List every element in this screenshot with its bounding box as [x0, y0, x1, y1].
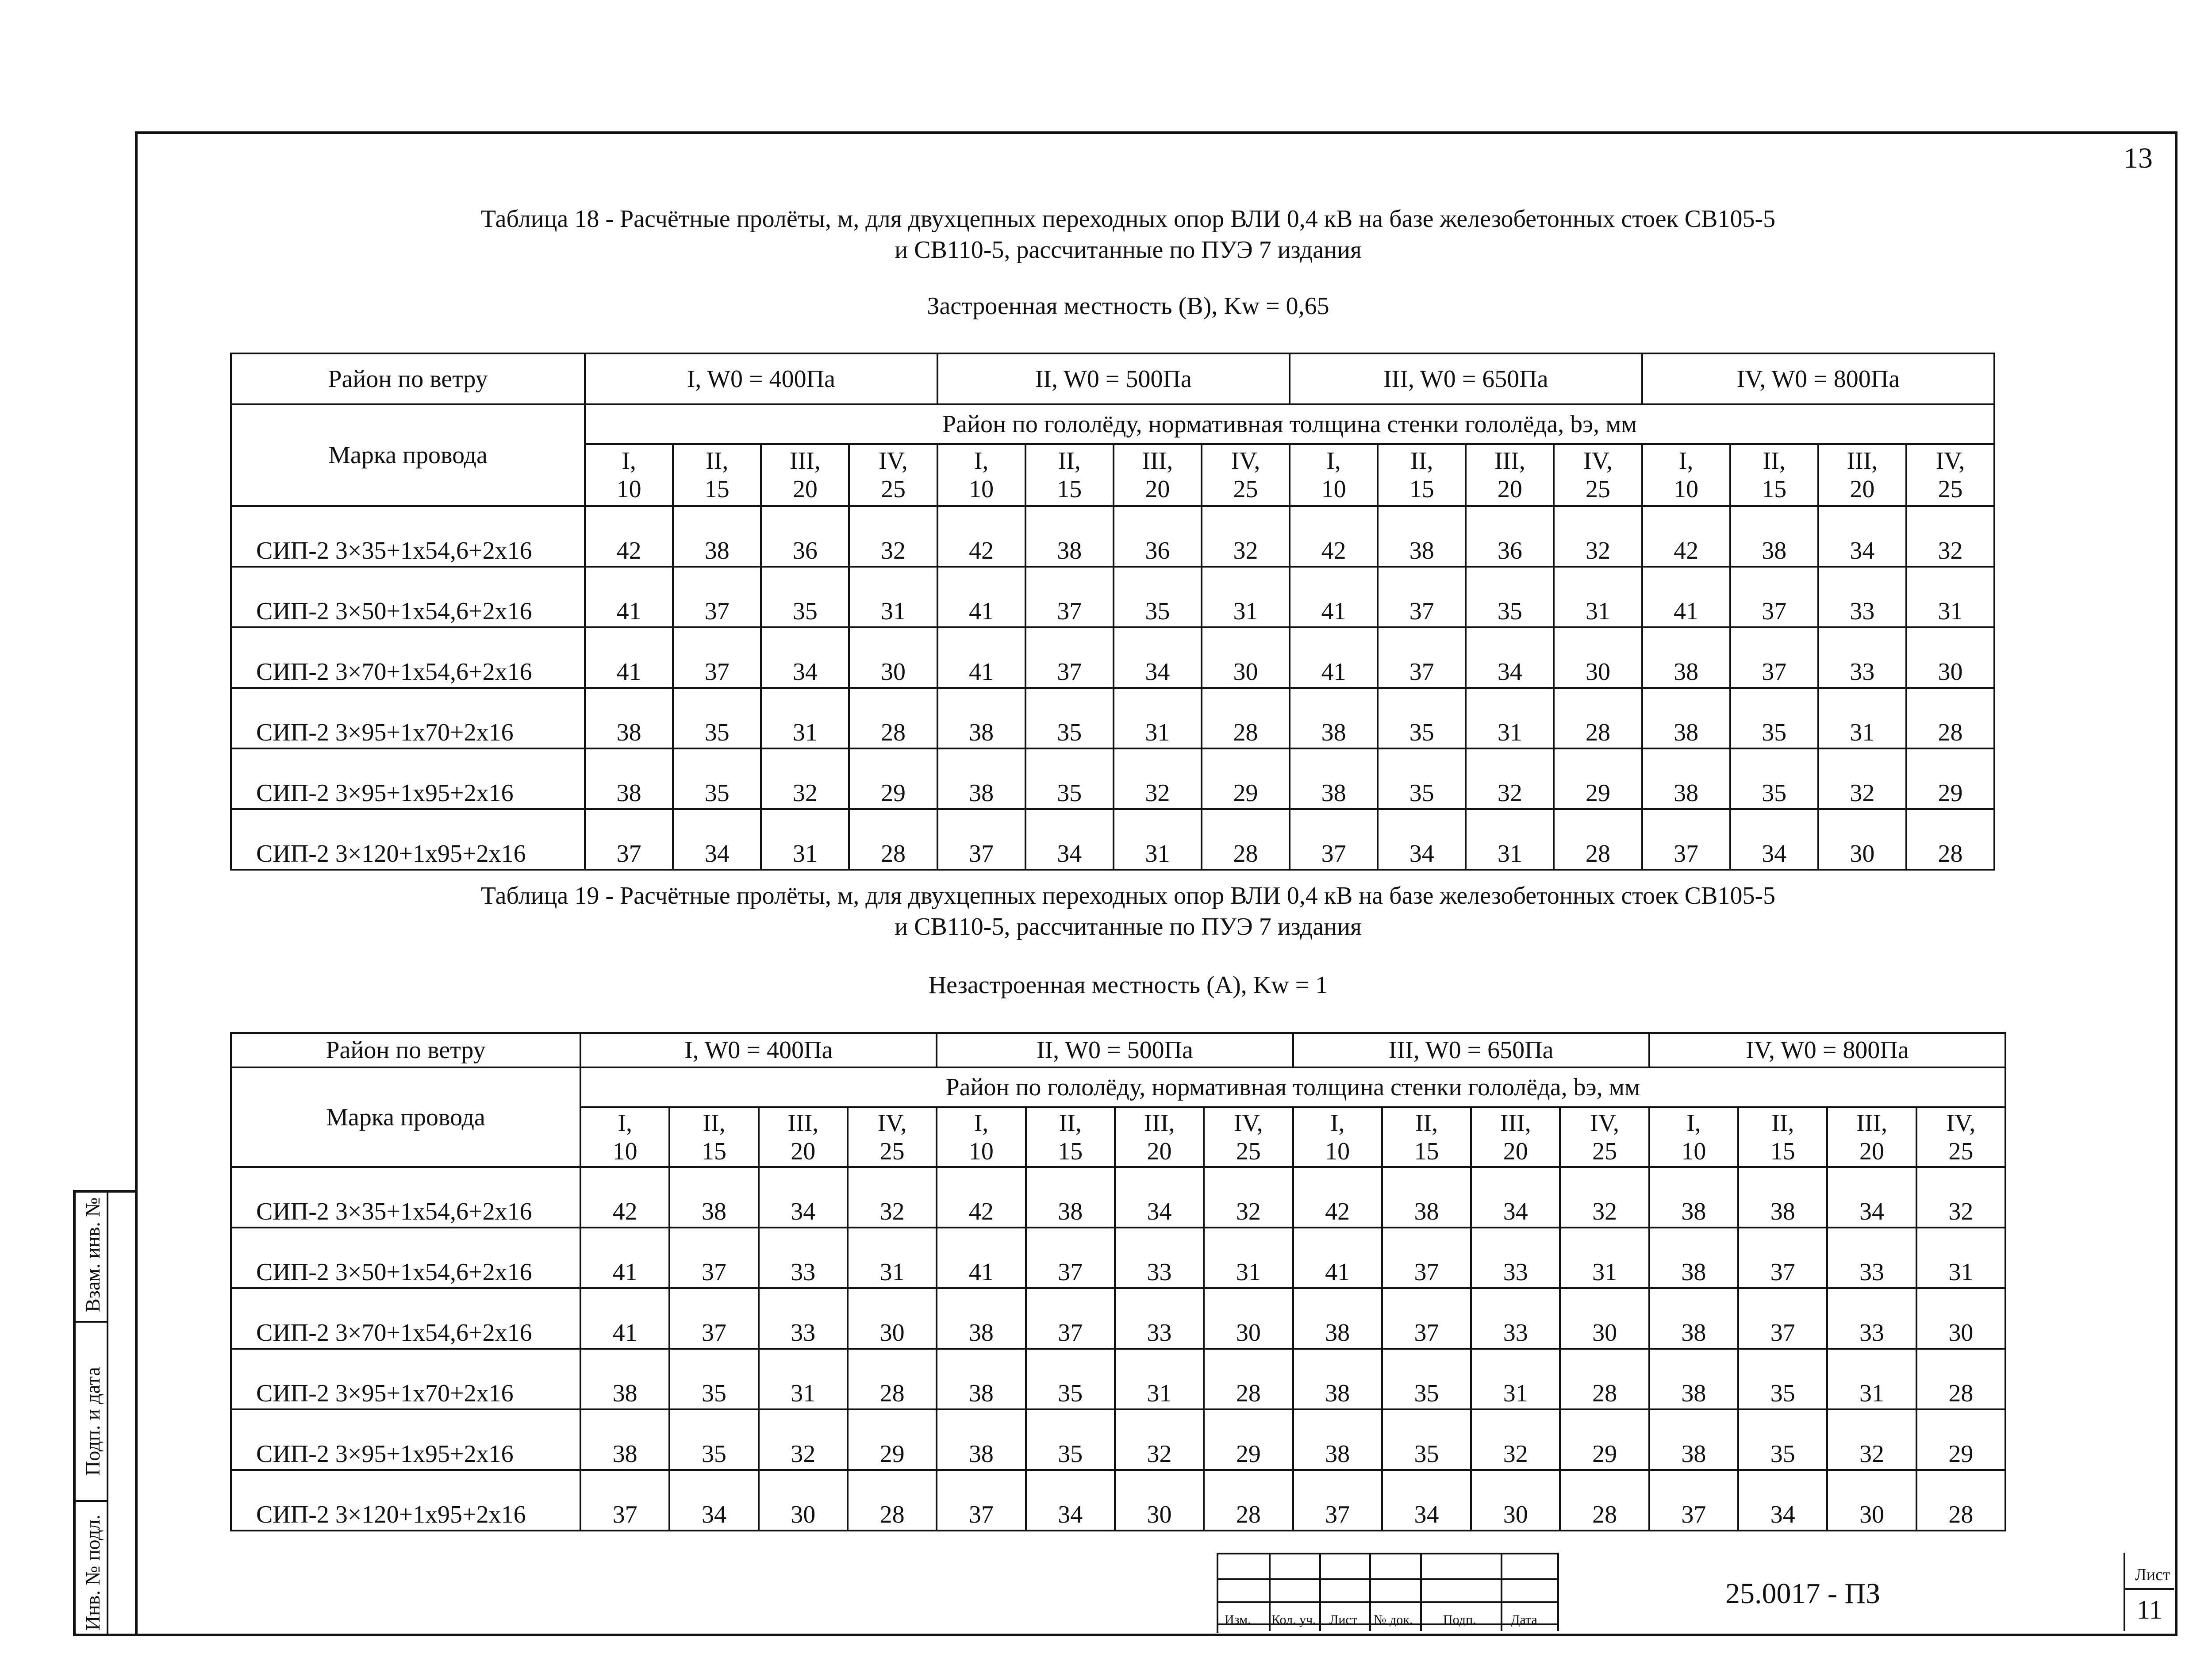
wind-region: I, W0 = 400Па — [585, 353, 937, 404]
ice-region: I, 10 — [585, 444, 673, 506]
span-value: 32 — [1906, 506, 1994, 567]
ice-region: II, 15 — [673, 444, 761, 506]
span-value: 38 — [937, 1288, 1025, 1349]
span-value: 28 — [1202, 688, 1290, 748]
ice-region: II, 15 — [1382, 1107, 1471, 1167]
span-value: 30 — [1115, 1470, 1204, 1531]
span-value: 41 — [585, 567, 673, 627]
span-value: 37 — [1378, 567, 1466, 627]
span-value: 33 — [1115, 1228, 1204, 1288]
span-value: 38 — [669, 1167, 758, 1228]
wire-mark: СИП-2 3×95+1х95+2х16 — [231, 1409, 580, 1470]
span-value: 33 — [1818, 567, 1906, 627]
title-block-label-doc: № док. — [1374, 1612, 1413, 1627]
span-value: 30 — [848, 1288, 937, 1349]
span-value: 37 — [1730, 567, 1818, 627]
span-value: 34 — [1115, 1167, 1204, 1228]
span-value: 35 — [673, 748, 761, 809]
span-value: 34 — [1730, 809, 1818, 870]
table19-caption-line2: и СВ110-5, рассчитанные по ПУЭ 7 издания — [895, 913, 1362, 940]
span-value: 38 — [1293, 1349, 1382, 1409]
span-value: 38 — [937, 688, 1025, 748]
span-value: 30 — [1560, 1288, 1649, 1349]
ice-region: IV, 25 — [848, 1107, 937, 1167]
span-value: 38 — [1642, 627, 1730, 688]
wind-region: III, W0 = 650Па — [1293, 1033, 1649, 1067]
span-value: 38 — [937, 1349, 1025, 1409]
span-value: 28 — [1554, 688, 1642, 748]
span-value: 30 — [759, 1470, 848, 1531]
wind-region: III, W0 = 650Па — [1290, 353, 1642, 404]
span-value: 34 — [1114, 627, 1202, 688]
span-value: 35 — [1025, 688, 1114, 748]
span-value: 35 — [1026, 1409, 1115, 1470]
span-value: 28 — [1554, 809, 1642, 870]
ice-region: II, 15 — [1025, 444, 1114, 506]
title-block-label-count: Кол. уч. — [1271, 1612, 1316, 1627]
ice-region: I, 10 — [937, 1107, 1025, 1167]
span-value: 38 — [1649, 1228, 1738, 1288]
sheet-label: Лист — [2135, 1566, 2170, 1584]
ice-region: II, 15 — [1026, 1107, 1115, 1167]
span-value: 30 — [1471, 1470, 1560, 1531]
table-row — [231, 506, 1994, 567]
span-value: 32 — [848, 1167, 937, 1228]
ice-region: IV, 25 — [1202, 444, 1290, 506]
span-value: 31 — [759, 1349, 848, 1409]
span-value: 34 — [1818, 506, 1906, 567]
span-value: 38 — [1293, 1409, 1382, 1470]
span-value: 35 — [1738, 1409, 1827, 1470]
span-value: 28 — [849, 809, 937, 870]
span-value: 35 — [1382, 1409, 1471, 1470]
wind-region: II, W0 = 500Па — [937, 353, 1290, 404]
span-value: 34 — [1466, 627, 1554, 688]
span-value: 41 — [1642, 567, 1730, 627]
span-value: 28 — [1560, 1349, 1649, 1409]
span-value: 28 — [1560, 1470, 1649, 1531]
table19-terrain: Незастроенная местность (А), Kw = 1 — [928, 971, 1328, 999]
title-block-label-sheet: Лист — [1329, 1612, 1357, 1627]
span-value: 37 — [1293, 1470, 1382, 1531]
ice-region: III, 20 — [1818, 444, 1906, 506]
span-value: 37 — [1290, 809, 1378, 870]
span-value: 38 — [1649, 1288, 1738, 1349]
span-value: 32 — [761, 748, 849, 809]
table-row — [231, 567, 1994, 627]
span-value: 41 — [585, 627, 673, 688]
span-value: 38 — [1026, 1167, 1115, 1228]
ice-region: I, 10 — [1290, 444, 1378, 506]
wire-mark: СИП-2 3×70+1х54,6+2х16 — [231, 627, 585, 688]
span-value: 31 — [1202, 567, 1290, 627]
table18-caption — [221, 203, 2035, 265]
span-value: 28 — [1916, 1349, 2005, 1409]
span-value: 41 — [580, 1228, 669, 1288]
span-value: 31 — [1827, 1349, 1916, 1409]
span-value: 38 — [1382, 1167, 1471, 1228]
table-row — [231, 1167, 2005, 1228]
span-value: 30 — [1818, 809, 1906, 870]
span-value: 29 — [1916, 1409, 2005, 1470]
span-value: 35 — [761, 567, 849, 627]
span-value: 33 — [1115, 1288, 1204, 1349]
span-value: 34 — [1378, 809, 1466, 870]
span-value: 33 — [1471, 1288, 1560, 1349]
ice-region: I, 10 — [1642, 444, 1730, 506]
span-value: 31 — [1560, 1228, 1649, 1288]
span-value: 41 — [580, 1288, 669, 1349]
span-value: 31 — [1466, 809, 1554, 870]
span-value: 37 — [1649, 1470, 1738, 1531]
span-value: 35 — [1738, 1349, 1827, 1409]
span-value: 35 — [1466, 567, 1554, 627]
table-row — [231, 1349, 2005, 1409]
span-value: 34 — [673, 809, 761, 870]
span-value: 34 — [1382, 1470, 1471, 1531]
span-value: 42 — [580, 1167, 669, 1228]
span-value: 32 — [1202, 506, 1290, 567]
document-code: 25.0017 - ПЗ — [1725, 1577, 1881, 1610]
span-value: 41 — [937, 627, 1025, 688]
span-value: 37 — [937, 809, 1025, 870]
title-block-label-date: Дата — [1511, 1612, 1537, 1627]
span-value: 28 — [1906, 688, 1994, 748]
span-value: 35 — [1025, 748, 1114, 809]
wire-mark: СИП-2 3×50+1х54,6+2х16 — [231, 1228, 580, 1288]
side-stamp-replacement: Взам. инв. № — [81, 1197, 104, 1312]
wire-mark: СИП-2 3×95+1х70+2х16 — [231, 1349, 580, 1409]
span-value: 28 — [1202, 809, 1290, 870]
span-value: 37 — [669, 1228, 758, 1288]
table-row — [231, 627, 1994, 688]
page-number: 13 — [2124, 142, 2153, 174]
span-value: 37 — [1025, 567, 1114, 627]
span-value: 38 — [673, 506, 761, 567]
span-value: 31 — [761, 809, 849, 870]
table-row — [231, 1288, 2005, 1349]
span-value: 37 — [1026, 1288, 1115, 1349]
span-value: 30 — [1202, 627, 1290, 688]
span-value: 32 — [1827, 1409, 1916, 1470]
table18-caption-line1: Таблица 18 - Расчётные пролёты, м, для двухцепных переходных опор ВЛИ 0,4 кВ на базе железобетонных стоек СВ105-5 — [480, 205, 1776, 233]
span-value: 30 — [1554, 627, 1642, 688]
wind-header: Район по ветру — [231, 353, 585, 404]
span-value: 35 — [1730, 748, 1818, 809]
span-value: 38 — [937, 1409, 1025, 1470]
ice-region: IV, 25 — [1916, 1107, 2005, 1167]
ice-region: IV, 25 — [1204, 1107, 1293, 1167]
span-value: 31 — [1916, 1228, 2005, 1288]
span-value: 32 — [1916, 1167, 2005, 1228]
span-value: 28 — [1906, 809, 1994, 870]
ice-region: IV, 25 — [1560, 1107, 1649, 1167]
span-value: 29 — [1554, 748, 1642, 809]
table-row — [231, 1409, 2005, 1470]
span-value: 37 — [1738, 1288, 1827, 1349]
span-value: 38 — [585, 748, 673, 809]
span-value: 33 — [1471, 1228, 1560, 1288]
ice-region: III, 20 — [1827, 1107, 1916, 1167]
span-value: 42 — [1290, 506, 1378, 567]
span-value: 36 — [1114, 506, 1202, 567]
span-value: 31 — [849, 567, 937, 627]
table-row — [231, 688, 1994, 748]
span-value: 42 — [937, 506, 1025, 567]
table18 — [230, 353, 1995, 871]
span-value: 41 — [1293, 1228, 1382, 1288]
span-value: 30 — [1906, 627, 1994, 688]
wire-mark: СИП-2 3×50+1х54,6+2х16 — [231, 567, 585, 627]
span-value: 37 — [1730, 627, 1818, 688]
span-value: 41 — [1290, 567, 1378, 627]
span-value: 31 — [1471, 1349, 1560, 1409]
span-value: 42 — [937, 1167, 1025, 1228]
span-value: 37 — [1642, 809, 1730, 870]
span-value: 35 — [1378, 688, 1466, 748]
span-value: 37 — [1738, 1228, 1827, 1288]
span-value: 29 — [1906, 748, 1994, 809]
span-value: 38 — [1642, 748, 1730, 809]
span-value: 31 — [1906, 567, 1994, 627]
title-block-label-change: Изм. — [1225, 1612, 1251, 1627]
span-value: 33 — [759, 1228, 848, 1288]
span-value: 32 — [1466, 748, 1554, 809]
span-value: 31 — [1818, 688, 1906, 748]
wire-header: Марка провода — [231, 404, 585, 506]
span-value: 37 — [1382, 1228, 1471, 1288]
span-value: 35 — [1730, 688, 1818, 748]
ice-region: I, 10 — [1649, 1107, 1738, 1167]
span-value: 37 — [673, 627, 761, 688]
span-value: 32 — [759, 1409, 848, 1470]
span-value: 29 — [848, 1409, 937, 1470]
span-value: 31 — [1554, 567, 1642, 627]
span-value: 31 — [1114, 688, 1202, 748]
wire-mark: СИП-2 3×120+1х95+2х16 — [231, 1470, 580, 1531]
span-value: 34 — [669, 1470, 758, 1531]
span-value: 42 — [1293, 1167, 1382, 1228]
span-value: 34 — [1026, 1470, 1115, 1531]
table-row — [231, 748, 1994, 809]
ice-region: III, 20 — [1115, 1107, 1204, 1167]
span-value: 38 — [1290, 688, 1378, 748]
ice-region: II, 15 — [1738, 1107, 1827, 1167]
side-stamp — [73, 1190, 138, 1636]
span-value: 38 — [1290, 748, 1378, 809]
span-value: 38 — [1378, 506, 1466, 567]
span-value: 29 — [1202, 748, 1290, 809]
table18-terrain: Застроенная местность (В), Kw = 0,65 — [927, 292, 1329, 320]
table19-caption — [221, 880, 2035, 942]
span-value: 34 — [759, 1167, 848, 1228]
span-value: 36 — [761, 506, 849, 567]
wind-region: IV, W0 = 800Па — [1642, 353, 1995, 404]
span-value: 30 — [1916, 1288, 2005, 1349]
span-value: 34 — [1738, 1470, 1827, 1531]
ice-region: I, 10 — [1293, 1107, 1382, 1167]
span-value: 34 — [1025, 809, 1114, 870]
ice-region: III, 20 — [761, 444, 849, 506]
span-value: 28 — [848, 1470, 937, 1531]
span-value: 31 — [1114, 809, 1202, 870]
span-value: 37 — [1026, 1228, 1115, 1288]
span-value: 37 — [1025, 627, 1114, 688]
ice-region: IV, 25 — [1554, 444, 1642, 506]
span-value: 38 — [937, 748, 1025, 809]
sheet-number: 11 — [2137, 1595, 2162, 1624]
span-value: 30 — [849, 627, 937, 688]
span-value: 37 — [580, 1470, 669, 1531]
wind-region: I, W0 = 400Па — [580, 1033, 937, 1067]
span-value: 37 — [1382, 1288, 1471, 1349]
span-value: 41 — [1290, 627, 1378, 688]
ice-region: IV, 25 — [1906, 444, 1994, 506]
ice-region: II, 15 — [1378, 444, 1466, 506]
ice-region: III, 20 — [759, 1107, 848, 1167]
title-block — [1217, 1553, 2172, 1631]
span-value: 38 — [1293, 1288, 1382, 1349]
span-value: 32 — [1560, 1167, 1649, 1228]
span-value: 35 — [669, 1349, 758, 1409]
ice-region: IV, 25 — [849, 444, 937, 506]
span-value: 28 — [849, 688, 937, 748]
ice-region: III, 20 — [1466, 444, 1554, 506]
span-value: 33 — [1827, 1288, 1916, 1349]
table-row — [231, 1228, 2005, 1288]
span-value: 32 — [1471, 1409, 1560, 1470]
span-value: 38 — [1738, 1167, 1827, 1228]
wire-mark: СИП-2 3×70+1х54,6+2х16 — [231, 1288, 580, 1349]
span-value: 38 — [1642, 688, 1730, 748]
span-value: 29 — [1560, 1409, 1649, 1470]
span-value: 28 — [848, 1349, 937, 1409]
span-value: 35 — [1382, 1349, 1471, 1409]
table-row — [231, 1470, 2005, 1531]
ice-region: I, 10 — [937, 444, 1025, 506]
span-value: 37 — [673, 567, 761, 627]
span-value: 37 — [585, 809, 673, 870]
span-value: 29 — [1204, 1409, 1293, 1470]
ice-region: III, 20 — [1114, 444, 1202, 506]
span-value: 38 — [1649, 1349, 1738, 1409]
wire-mark: СИП-2 3×120+1х95+2х16 — [231, 809, 585, 870]
table19-caption-line1: Таблица 19 - Расчётные пролёты, м, для двухцепных переходных опор ВЛИ 0,4 кВ на базе железобетонных стоек СВ105-5 — [480, 882, 1776, 909]
span-value: 41 — [937, 567, 1025, 627]
ice-header: Район по гололёду, нормативная толщина стенки гололёда, bэ, мм — [580, 1067, 2005, 1107]
span-value: 38 — [1649, 1167, 1738, 1228]
span-value: 32 — [1554, 506, 1642, 567]
ice-region: III, 20 — [1471, 1107, 1560, 1167]
wire-mark: СИП-2 3×95+1х95+2х16 — [231, 748, 585, 809]
span-value: 37 — [669, 1288, 758, 1349]
ice-region: II, 15 — [1730, 444, 1818, 506]
span-value: 35 — [1026, 1349, 1115, 1409]
ice-region: I, 10 — [580, 1107, 669, 1167]
span-value: 32 — [1115, 1409, 1204, 1470]
span-value: 30 — [1204, 1288, 1293, 1349]
span-value: 35 — [673, 688, 761, 748]
span-value: 31 — [1204, 1228, 1293, 1288]
span-value: 32 — [849, 506, 937, 567]
span-value: 42 — [1642, 506, 1730, 567]
side-stamp-signature-date: Подп. и дата — [81, 1367, 104, 1476]
title-block-label-sign: Подп. — [1443, 1612, 1476, 1627]
span-value: 32 — [1114, 748, 1202, 809]
span-value: 34 — [1827, 1167, 1916, 1228]
span-value: 38 — [580, 1349, 669, 1409]
span-value: 28 — [1204, 1470, 1293, 1531]
span-value: 30 — [1827, 1470, 1916, 1531]
span-value: 32 — [1204, 1167, 1293, 1228]
span-value: 33 — [1818, 627, 1906, 688]
sheet-box — [2124, 1553, 2174, 1631]
ice-region: II, 15 — [669, 1107, 758, 1167]
span-value: 34 — [1471, 1167, 1560, 1228]
span-value: 33 — [759, 1288, 848, 1349]
wire-mark: СИП-2 3×35+1х54,6+2х16 — [231, 506, 585, 567]
span-value: 31 — [848, 1228, 937, 1288]
span-value: 28 — [1204, 1349, 1293, 1409]
span-value: 31 — [1466, 688, 1554, 748]
span-value: 35 — [1114, 567, 1202, 627]
span-value: 37 — [1378, 627, 1466, 688]
span-value: 36 — [1466, 506, 1554, 567]
span-value: 34 — [761, 627, 849, 688]
ice-header: Район по гололёду, нормативная толщина стенки гололёда, bэ, мм — [585, 404, 1994, 444]
span-value: 35 — [1378, 748, 1466, 809]
wire-mark: СИП-2 3×35+1х54,6+2х16 — [231, 1167, 580, 1228]
span-value: 28 — [1916, 1470, 2005, 1531]
span-value: 37 — [937, 1470, 1025, 1531]
span-value: 38 — [585, 688, 673, 748]
wind-region: IV, W0 = 800Па — [1649, 1033, 2005, 1067]
wind-header: Район по ветру — [231, 1033, 580, 1067]
span-value: 33 — [1827, 1228, 1916, 1288]
span-value: 42 — [585, 506, 673, 567]
span-value: 29 — [849, 748, 937, 809]
span-value: 32 — [1818, 748, 1906, 809]
wire-mark: СИП-2 3×95+1х70+2х16 — [231, 688, 585, 748]
side-stamp-inventory: Инв. № подл. — [81, 1514, 104, 1631]
span-value: 35 — [669, 1409, 758, 1470]
span-value: 38 — [1730, 506, 1818, 567]
table18-caption-line2: и СВ110-5, рассчитанные по ПУЭ 7 издания — [895, 236, 1362, 264]
span-value: 31 — [1115, 1349, 1204, 1409]
span-value: 38 — [1025, 506, 1114, 567]
table-row — [231, 809, 1994, 870]
span-value: 38 — [1649, 1409, 1738, 1470]
wire-header: Марка провода — [231, 1067, 580, 1167]
span-value: 38 — [580, 1409, 669, 1470]
span-value: 41 — [937, 1228, 1025, 1288]
span-value: 31 — [761, 688, 849, 748]
table19 — [230, 1032, 2006, 1531]
wind-region: II, W0 = 500Па — [937, 1033, 1293, 1067]
